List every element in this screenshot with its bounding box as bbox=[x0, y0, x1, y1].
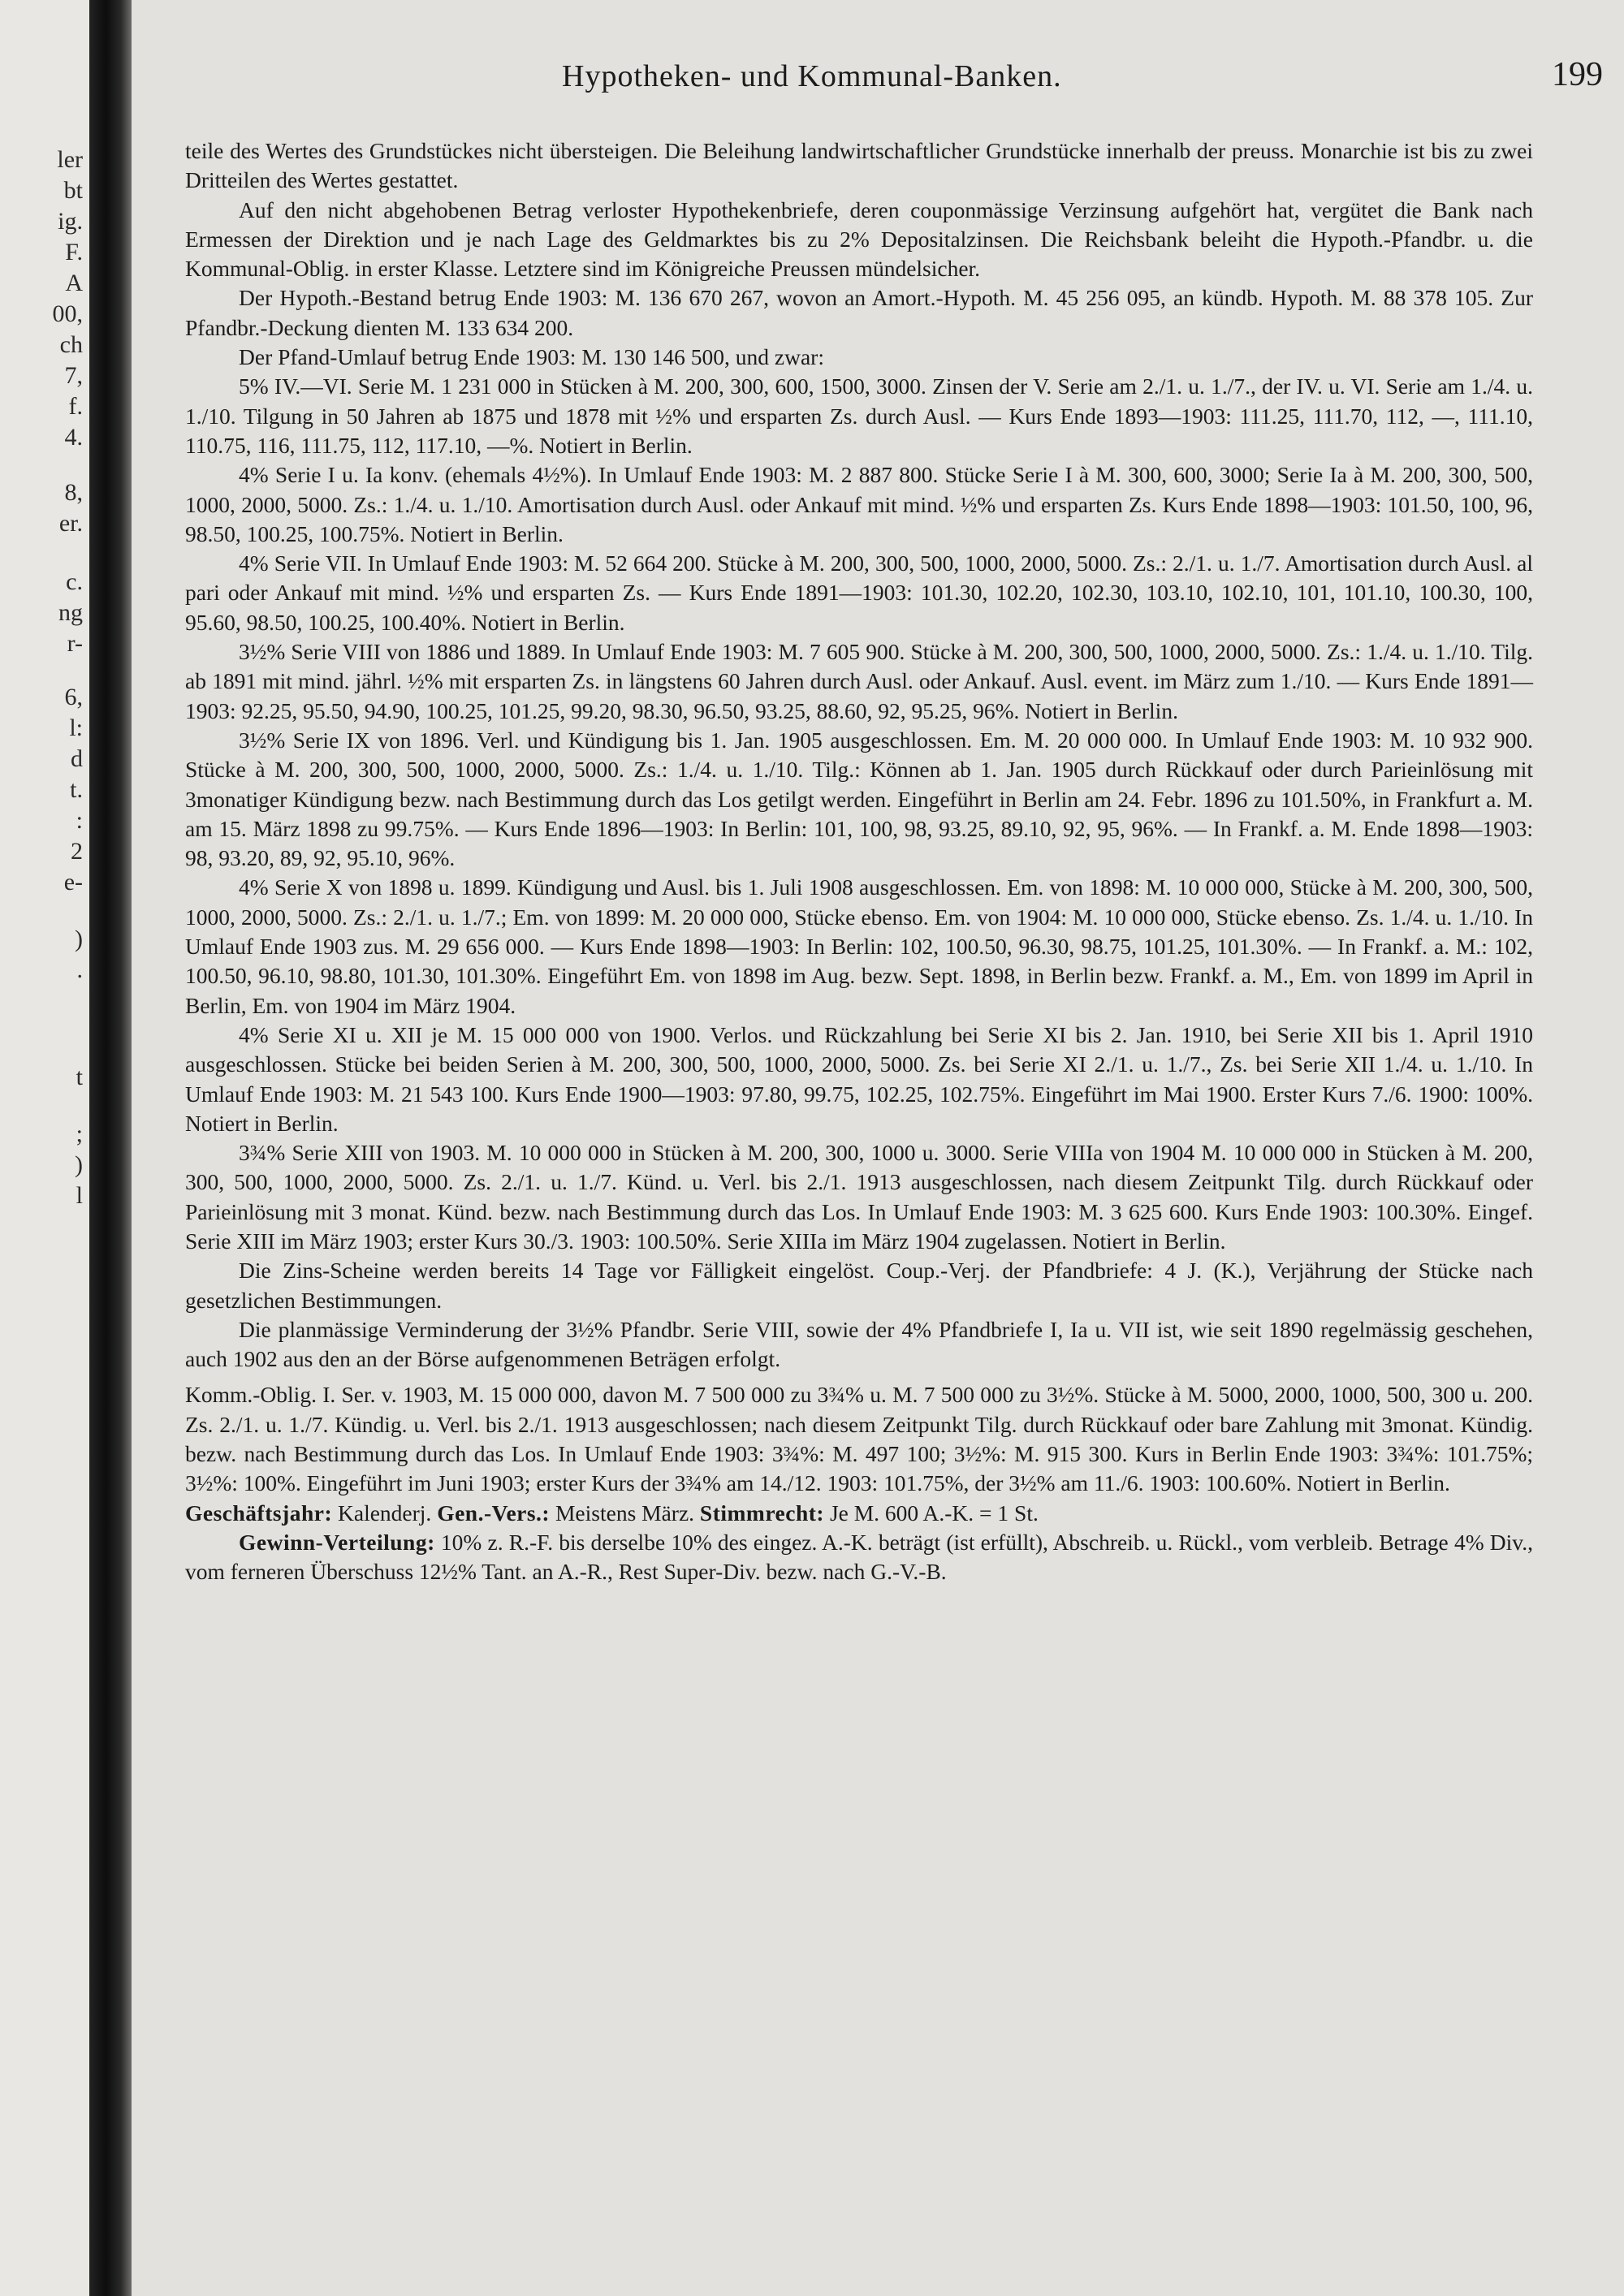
voting-right-value: Je M. 600 A.-K. = 1 St. bbox=[824, 1500, 1039, 1526]
profit-distribution-value: 10% z. R.-F. bis derselbe 10% des eingez. A.-K. beträgt (ist erfüllt), Abschreib. u. Rückl., vom verbleib. Betrage 4% Div., vom ferneren Überschuss 12½% Tant. an A.-R., Rest Super-Div. bezw. nach G.-V.-B. bbox=[185, 1529, 1533, 1585]
body-text bbox=[185, 136, 1533, 1587]
paragraph: 3½% Serie VIII von 1886 und 1889. In Umlauf Ende 1903: M. 7 605 900. Stücke à M. 200, 300, 500, 1000, 2000, 5000. Zs.: 1./4. u. 1./10. Tilg. ab 1891 mit mind. jährl. ½% mit ersparten Zs. in längstens 60 Jahren durch Ausl. oder Ankauf. Ausl. event. im März zum 1./10. — Kurs Ende 1891—1903: 92.25, 95.50, 94.90, 100.25, 101.25, 99.20, 98.30, 96.50, 93.25, 88.60, 92, 95.25, 96%. Notiert in Berlin. bbox=[185, 639, 1533, 723]
adjacent-page-edge bbox=[0, 0, 89, 2296]
edge-fragment: r- bbox=[67, 630, 83, 657]
paragraph: Auf den nicht abgehobenen Betrag verloster Hypothekenbriefe, deren couponmässige Verzinsung aufgehört hat, vergütet die Bank nach Ermessen der Direktion und je nach Lage des Geldmarktes bis zu 2% Depositalzinsen. Die Reichsbank beleiht die Hypoth.-Pfandbr. u. die Kommunal-Oblig. in erster Klasse. Letztere sind im Königreiche Preussen mündelsicher. bbox=[185, 196, 1533, 282]
paragraph: teile des Wertes des Grundstückes nicht übersteigen. Die Beleihung landwirtschaftlicher Grundstücke innerhalb der preuss. Monarchie ist bis zu zwei Dritteilen des Wertes gestattet. bbox=[185, 138, 1533, 193]
paragraph: Die Zins-Scheine werden bereits 14 Tage vor Fälligkeit eingelöst. Coup.-Verj. der Pfandbriefe: 4 J. (K.), Verjährung der Stücke nach gesetzlichen Bestimmungen. bbox=[185, 1258, 1533, 1313]
edge-fragment: t. bbox=[70, 776, 83, 803]
edge-fragment: : bbox=[76, 807, 83, 834]
document-page bbox=[132, 0, 1624, 2296]
edge-fragment: 7, bbox=[64, 362, 83, 389]
edge-fragment: F. bbox=[65, 239, 83, 265]
edge-fragment: 2 bbox=[71, 838, 83, 865]
edge-fragment: l bbox=[76, 1182, 83, 1209]
edge-fragment: l: bbox=[69, 714, 83, 741]
general-assembly-value: Meistens März. bbox=[550, 1500, 695, 1526]
edge-fragment: 8, bbox=[64, 479, 83, 506]
edge-fragment: ) bbox=[75, 926, 83, 952]
profit-line bbox=[185, 1528, 1533, 1587]
edge-fragment: 6, bbox=[64, 684, 83, 710]
edge-fragment: 4. bbox=[64, 424, 83, 451]
edge-fragment: ) bbox=[75, 1151, 83, 1178]
page-number: 199 bbox=[1552, 56, 1603, 93]
edge-fragment: d bbox=[71, 745, 83, 772]
fiscal-year-value: Kalenderj. bbox=[332, 1500, 432, 1526]
fiscal-year-label: Geschäftsjahr: bbox=[185, 1500, 333, 1526]
profit-distribution-label: Gewinn-Verteilung: bbox=[239, 1529, 435, 1555]
edge-fragment: 00, bbox=[52, 300, 83, 327]
edge-fragment: ler bbox=[57, 146, 83, 173]
edge-fragment: ng bbox=[58, 599, 83, 626]
voting-right-label: Stimmrecht: bbox=[699, 1500, 825, 1526]
general-assembly-label: Gen.-Vers.: bbox=[437, 1500, 551, 1526]
edge-fragment: er. bbox=[58, 510, 83, 537]
edge-fragment: f. bbox=[68, 393, 83, 420]
paragraph: Komm.-Oblig. I. Ser. v. 1903, M. 15 000 000, davon M. 7 500 000 zu 3¾% u. M. 7 500 000 zu 3½%. Stücke à M. 5000, 2000, 1000, 500, 300 u. 200. Zs. 2./1. u. 1./7. Kündig. u. Verl. bis 2./1. 1913 ausgeschlossen; nach diesem Zeitpunkt Tilg. durch Rückkauf oder bare Zahlung mit 3monat. Kündig. bezw. nach Bestimmung durch das Los. In Umlauf Ende 1903: 3¾%: M. 497 100; 3½%: M. 915 300. Kurs in Berlin Ende 1903: 3¾%: 101.75%; 3½%: 100%. Eingeführt im Juni 1903; erster Kurs der 3¾% am 14./12. 1903: 101.75%, der 3½% am 11./6. 1903: 100.60%. Notiert in Berlin. bbox=[185, 1382, 1533, 1496]
paragraph: Der Pfand-Umlauf betrug Ende 1903: M. 130 146 500, und zwar: bbox=[239, 344, 824, 370]
running-header bbox=[132, 58, 1624, 104]
edge-fragment: ig. bbox=[58, 208, 83, 235]
paragraph: 4% Serie X von 1898 u. 1899. Kündigung und Ausl. bis 1. Juli 1908 ausgeschlossen. Em. von 1898: M. 10 000 000, Stücke à M. 200, 300, 500, 1000, 2000, 5000. Zs.: 2./1. u. 1./7.; Em. von 1899: M. 20 000 000, Stücke ebenso. Em. von 1904: M. 10 000 000, Stücke ebenso. Zs. 1./4. u. 1./10. In Umlauf Ende 1903 zus. M. 29 656 000. — Kurs Ende 1898—1903: In Berlin: 102, 100.50, 96.30, 98.75, 101.25, 101.30%. — In Frankf. a. M.: 102, 100.50, 96.10, 98.80, 101.30, 101.30%. Eingeführt Em. von 1898 im Aug. bezw. Sept. 1898, in Berlin bezw. Frankf. a. M., Em. von 1899 im April in Berlin, Em. von 1904 im März 1904. bbox=[185, 874, 1533, 1018]
edge-fragment: ch bbox=[59, 331, 83, 358]
paragraph: 4% Serie I u. Ia konv. (ehemals 4½%). In Umlauf Ende 1903: M. 2 887 800. Stücke Serie I à M. 300, 600, 3000; Serie Ia à M. 200, 300, 500, 1000, 2000, 5000. Zs.: 1./4. u. 1./10. Amortisation durch Ausl. oder Ankauf mit mind. ½% und ersparten Zs. Kurs Ende 1898—1903: 101.50, 100, 96, 98.50, 100.25, 100.75%. Notiert in Berlin. bbox=[185, 462, 1533, 546]
page-title: Hypotheken- und Kommunal-Banken. bbox=[562, 59, 1062, 93]
edge-fragment: t bbox=[76, 1064, 83, 1090]
meta-line bbox=[185, 1499, 1533, 1528]
paragraph: Der Hypoth.-Bestand betrug Ende 1903: M. 136 670 267, wovon an Amort.-Hypoth. M. 45 256 095, an kündb. Hypoth. M. 88 378 105. Zur Pfandbr.-Deckung dienten M. 133 634 200. bbox=[185, 285, 1533, 340]
paragraph: 4% Serie VII. In Umlauf Ende 1903: M. 52 664 200. Stücke à M. 200, 300, 500, 1000, 2000, 5000. Zs.: 2./1. u. 1./7. Amortisation durch Ausl. al pari oder Ankauf mit mind. ½% und ersparten Zs. — Kurs Ende 1891—1903: 101.30, 102.20, 102.30, 103.10, 102.10, 101, 101.10, 100.30, 100, 95.60, 98.50, 100.25, 100.40%. Notiert in Berlin. bbox=[185, 550, 1533, 635]
edge-fragment: ; bbox=[76, 1120, 83, 1147]
paragraph: 5% IV.—VI. Serie M. 1 231 000 in Stücken à M. 200, 300, 600, 1500, 3000. Zinsen der V. Serie am 2./1. u. 1./7., der IV. u. VI. Serie am 1./4. u. 1./10. Tilgung in 50 Jahren ab 1875 und 1878 mit ½% und ersparten Zs. durch Ausl. — Kurs Ende 1893—1903: 111.25, 111.70, 112, —, 111.10, 110.75, 116, 111.75, 112, 117.10, —%. Notiert in Berlin. bbox=[185, 373, 1533, 458]
edge-fragment: A bbox=[65, 270, 83, 296]
paragraph: 3¾% Serie XIII von 1903. M. 10 000 000 in Stücken à M. 200, 300, 1000 u. 3000. Serie VIIIa von 1904 M. 10 000 000 in Stücken à M. 200, 300, 500, 1000, 2000, 5000. Zs. 2./1. u. 1./7. Künd. u. Verl. bis 2./1. 1913 ausgeschlossen, nach diesem Zeitpunkt Tilg. durch Rückkauf oder Parieinlösung mit 3 monat. Künd. bezw. nach Bestimmung durch das Los. In Umlauf Ende 1903: M. 3 625 600. Kurs Ende 1903: 100.30%. Eingef. Serie XIII im März 1903; erster Kurs 30./3. 1903: 100.50%. Serie XIIIa im März 1904 zugelassen. Notiert in Berlin. bbox=[185, 1140, 1533, 1254]
edge-fragment: . bbox=[76, 956, 83, 983]
paragraph: 3½% Serie IX von 1896. Verl. und Kündigung bis 1. Jan. 1905 ausgeschlossen. Em. M. 20 000 000. In Umlauf Ende 1903: M. 10 932 900. Stücke à M. 200, 300, 500, 1000, 2000, 5000. Zs.: 1./4. u. 1./10. Tilg.: Können ab 1. Jan. 1905 durch Rückkauf oder durch Parieinlösung mit 3monatiger Kündigung bezw. nach Bestimmung durch das Los getilgt werden. Eingeführt in Berlin am 24. Febr. 1896 zu 101.50%, in Frankfurt a. M. am 15. März 1898 zu 99.75%. — Kurs Ende 1896—1903: In Berlin: 101, 100, 98, 93.25, 89.10, 92, 95, 96%. — In Frankf. a. M. Ende 1898—1903: 98, 93.20, 89, 92, 95.10, 96%. bbox=[185, 727, 1533, 871]
edge-fragment: bt bbox=[63, 177, 83, 204]
book-gutter bbox=[89, 0, 132, 2296]
edge-fragment: e- bbox=[63, 869, 83, 896]
paragraph: Die planmässige Verminderung der 3½% Pfandbr. Serie VIII, sowie der 4% Pfandbriefe I, Ia u. VII ist, wie seit 1890 regelmässig geschehen, auch 1902 aus den an der Börse aufgenommenen Beträgen erfolgt. bbox=[185, 1316, 1533, 1372]
paragraph: 4% Serie XI u. XII je M. 15 000 000 von 1900. Verlos. und Rückzahlung bei Serie XI bis 2. Jan. 1910, bei Serie XII bis 1. April 1910 ausgeschlossen. Stücke bei beiden Serien à M. 200, 300, 500, 1000, 2000, 5000. Zs. bei Serie XI 2./1. u. 1./7., Zs. bei Serie XII 1./4. u. 1./10. In Umlauf Ende 1903: M. 21 543 100. Kurs Ende 1900—1903: 97.80, 99.75, 102.25, 102.75%. Eingeführt im Mai 1900. Erster Kurs 7./6. 1900: 100%. Notiert in Berlin. bbox=[185, 1021, 1533, 1136]
edge-fragment: c. bbox=[66, 568, 83, 595]
